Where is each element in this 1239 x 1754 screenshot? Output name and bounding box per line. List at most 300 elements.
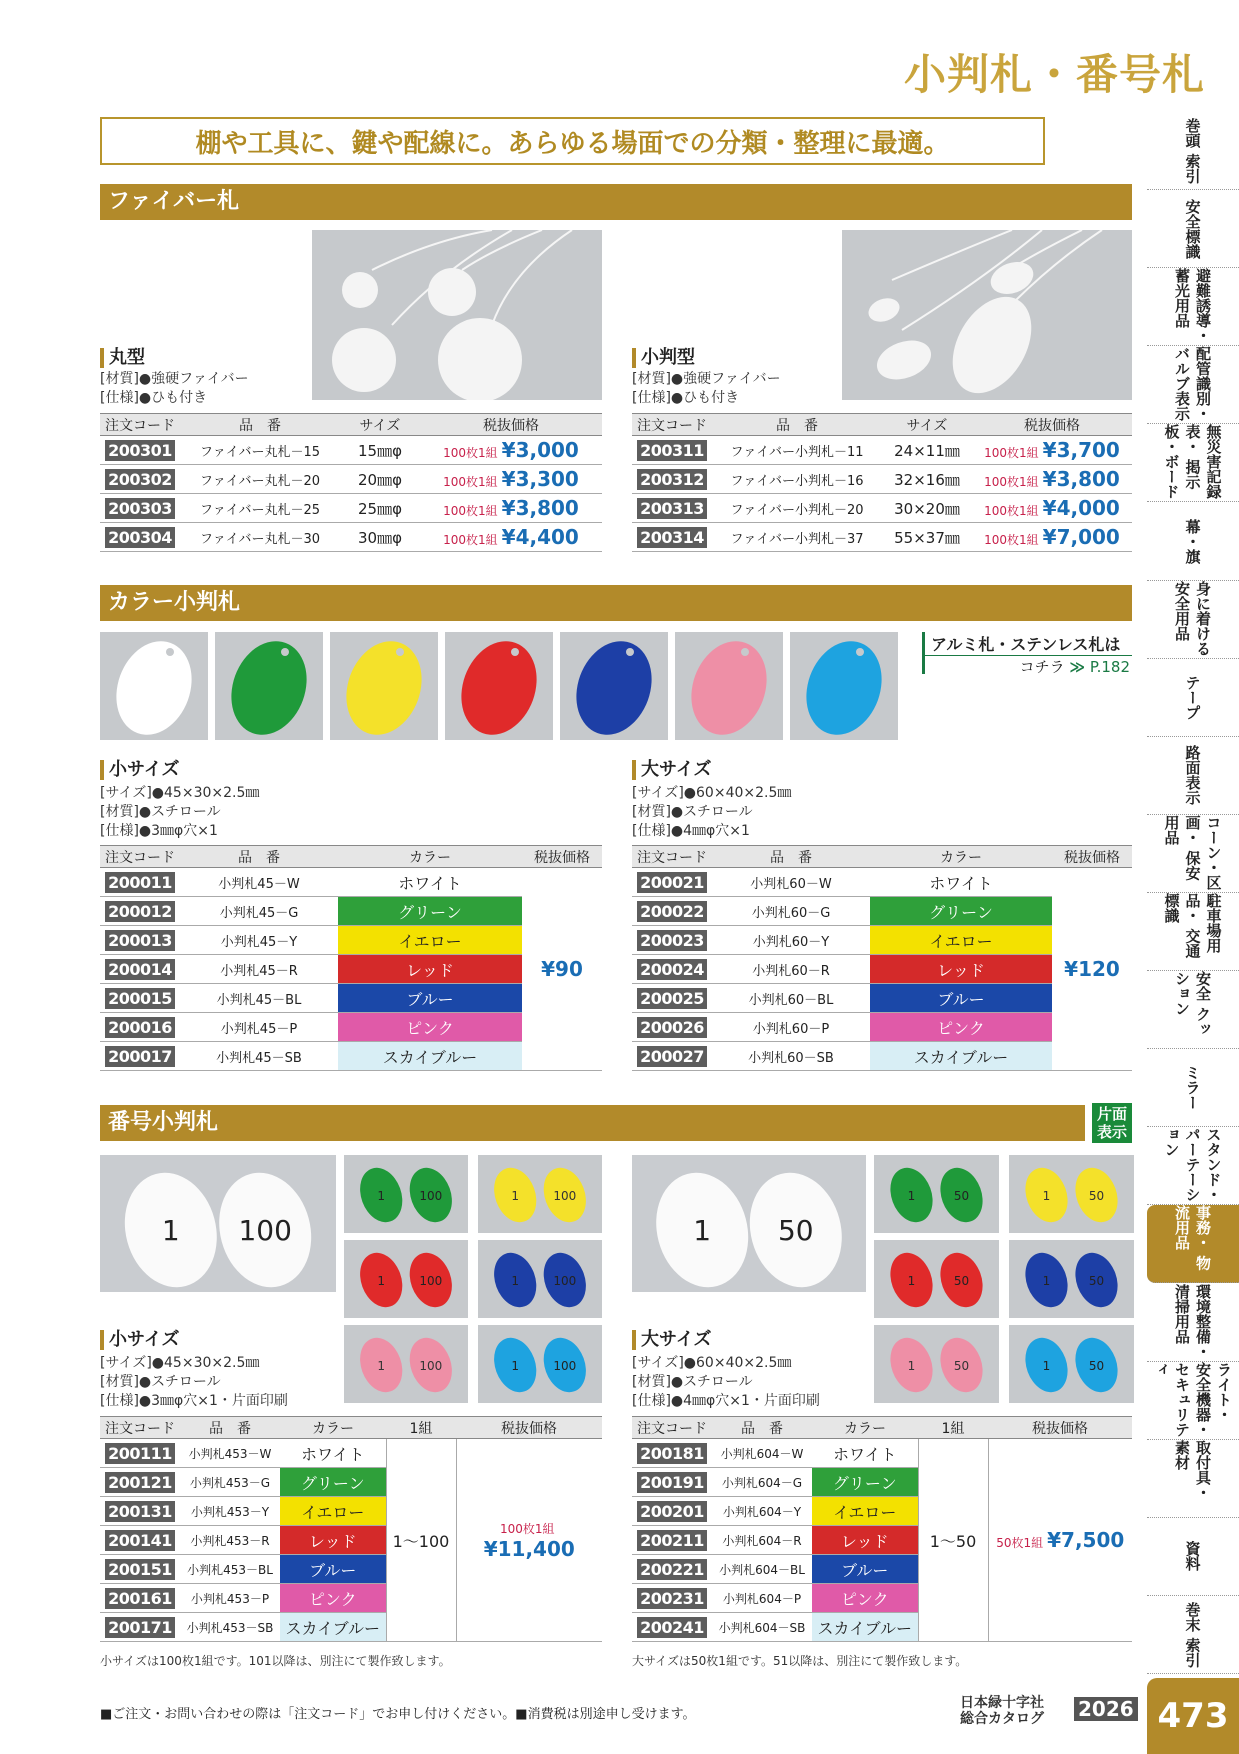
sidebar-item[interactable]: 事務・ 物流用品 (1147, 1205, 1239, 1283)
col-header: 注文コード (100, 1417, 180, 1439)
table-row (100, 1439, 602, 1468)
color-tags-photos (100, 632, 900, 740)
table-row (100, 523, 602, 552)
unit-label: 100枚1組 (984, 533, 1039, 547)
col-header: 品 番 (712, 414, 882, 436)
number-range: 1～50 (918, 1439, 988, 1642)
color-swatch: レッド (812, 1526, 918, 1555)
color-swatch: ブルー (338, 984, 522, 1013)
color-number-tags-photo (1009, 1155, 1134, 1233)
order-code-label: 200015 (105, 988, 175, 1009)
spec-option: [仕様]●3㎜φ穴×1 (100, 823, 218, 839)
order-code-label: 200022 (637, 901, 707, 922)
svg-text:1: 1 (1042, 1274, 1051, 1288)
product-name: 小判札45－W (180, 868, 338, 897)
color-swatch: ブルー (280, 1555, 386, 1584)
number-tag-pair (874, 1325, 999, 1403)
link-box-title: アルミ札・ステンレス札は (925, 632, 1132, 656)
number-tag-pair (478, 1325, 602, 1403)
svg-text:50: 50 (1088, 1189, 1105, 1203)
order-code (100, 897, 180, 926)
product-price (456, 1439, 602, 1642)
sidebar-item[interactable]: ライト・ 安全機器・ セキュリティ (1147, 1362, 1239, 1440)
sidebar-item[interactable]: 路面表示 (1147, 737, 1239, 815)
product-size: 25㎜φ (340, 494, 420, 523)
catalog-name: 総合カタログ (960, 1711, 1044, 1727)
color-swatch: ホワイト (338, 868, 522, 897)
sidebar-item[interactable]: 巻末 索引 (1147, 1596, 1239, 1674)
order-code-label: 200021 (637, 872, 707, 893)
spec-size: [サイズ]●60×40×2.5㎜ (632, 785, 792, 801)
product-name: ファイバー丸札－25 (180, 494, 340, 523)
product-name: 小判札60－W (712, 868, 870, 897)
order-code-label: 200161 (105, 1588, 175, 1609)
sidebar-item[interactable]: 幕・旗 (1147, 503, 1239, 581)
order-code (100, 984, 180, 1013)
color-number-tags-photo (478, 1325, 602, 1403)
order-code (632, 1497, 712, 1526)
price-value: ¥11,400 (483, 1536, 575, 1561)
order-code-label: 200131 (105, 1501, 175, 1522)
color-number-tags-photo (874, 1155, 999, 1233)
sidebar-item[interactable]: 取付具・ 素材 (1147, 1440, 1239, 1518)
number-tag-pair (874, 1240, 999, 1318)
table-row (100, 465, 602, 494)
order-code-label: 200011 (105, 872, 175, 893)
order-code (100, 868, 180, 897)
spec-material: [材質]●スチロール (100, 804, 221, 820)
col-header: 税抜価格 (972, 414, 1132, 436)
sidebar-item[interactable]: 資料 (1147, 1518, 1239, 1596)
col-header: カラー (870, 846, 1052, 868)
color-tag-photo (675, 632, 783, 740)
number-tag-pair (632, 1155, 866, 1292)
product-name: 小判札60－R (712, 955, 870, 984)
product-price (420, 523, 602, 552)
spec-material: [材質]●スチロール (100, 1374, 221, 1390)
col-header: 注文コード (100, 846, 180, 868)
col-header: 注文コード (632, 846, 712, 868)
color-number-tags-photo (344, 1240, 468, 1318)
product-name: 小判札604－R (712, 1526, 812, 1555)
page-number: 473 (1147, 1678, 1239, 1754)
product-name: 小判札604－SB (712, 1613, 812, 1642)
table-row (100, 436, 602, 465)
order-code (100, 436, 180, 465)
product-name: 小判札453－W (180, 1439, 280, 1468)
order-code-label: 200027 (637, 1046, 707, 1067)
order-code (632, 494, 712, 523)
color-tag (100, 632, 208, 740)
col-header: 品 番 (180, 1417, 280, 1439)
unit-label: 100枚1組 (499, 1521, 555, 1536)
color-large-subtitle: 大サイズ (632, 760, 712, 780)
product-name: ファイバー小判札－16 (712, 465, 882, 494)
color-tag-photo (445, 632, 553, 740)
product-name: ファイバー小判札－37 (712, 523, 882, 552)
color-swatch: ホワイト (280, 1439, 386, 1468)
number-range: 1～100 (386, 1439, 456, 1642)
color-swatch: ピンク (870, 1013, 1052, 1042)
col-header: 税抜価格 (420, 414, 602, 436)
color-tag-photo (100, 632, 208, 740)
product-name: 小判札453－P (180, 1584, 280, 1613)
svg-text:1: 1 (693, 1214, 712, 1247)
product-price (988, 1439, 1132, 1642)
product-name: 小判札453－G (180, 1468, 280, 1497)
order-code-label: 200303 (105, 498, 175, 519)
order-code-label: 200111 (105, 1443, 175, 1464)
number-small-note: 小サイズは100枚1組です。101以降は、別注にて製作致します。 (100, 1654, 451, 1668)
fiber-oval-photo (842, 230, 1132, 400)
fiber-round-subtitle: 丸型 (100, 348, 145, 368)
color-swatch: グリーン (338, 897, 522, 926)
color-number-tags-photo (1009, 1240, 1134, 1318)
fiber-oval-subtitle: 小判型 (632, 348, 695, 368)
price-value: ¥3,700 (1042, 438, 1120, 462)
color-swatch: ホワイト (812, 1439, 918, 1468)
spec-material: [材質]●スチロール (632, 804, 753, 820)
color-number-tags-photo (478, 1240, 602, 1318)
section-bar-number (100, 1105, 1085, 1141)
product-name: 小判札604－P (712, 1584, 812, 1613)
color-small-table (100, 845, 602, 1071)
order-code-label: 200024 (637, 959, 707, 980)
svg-text:1: 1 (1042, 1359, 1051, 1373)
product-price (972, 465, 1132, 494)
product-name: 小判札60－Y (712, 926, 870, 955)
order-code (632, 436, 712, 465)
price-value: ¥4,400 (501, 525, 579, 549)
sidebar-item[interactable]: テープ (1147, 659, 1239, 737)
order-code-label: 200012 (105, 901, 175, 922)
sidebar-item[interactable]: 無災害記録表・ 掲示板・ボード (1147, 424, 1239, 502)
order-code-label: 200301 (105, 440, 175, 461)
catalog-year: 2026 (1074, 1697, 1138, 1721)
color-large-specs (632, 784, 791, 841)
order-code-label: 200314 (637, 527, 707, 548)
table-row (632, 494, 1132, 523)
order-code-label: 200151 (105, 1559, 175, 1580)
col-header: 品 番 (712, 1417, 812, 1439)
number-tag-pair (478, 1240, 602, 1318)
unit-label: 100枚1組 (984, 504, 1039, 518)
sidebar-item[interactable]: 配管識別・ バルブ表示 (1147, 346, 1239, 424)
sidebar-item[interactable]: コーン・区画・ 保安用品 (1147, 815, 1239, 893)
product-name: 小判札45－P (180, 1013, 338, 1042)
svg-text:100: 100 (419, 1359, 443, 1373)
product-name: 小判札45－SB (180, 1042, 338, 1071)
number-tag-pair (344, 1240, 468, 1318)
color-swatch: スカイブルー (338, 1042, 522, 1071)
price-value: ¥3,000 (501, 438, 579, 462)
col-header: 品 番 (712, 846, 870, 868)
price-value: ¥7,000 (1042, 525, 1120, 549)
order-code (100, 523, 180, 552)
svg-text:100: 100 (419, 1189, 443, 1203)
table-row (632, 465, 1132, 494)
color-number-tags-photo (478, 1155, 602, 1233)
color-swatch: イエロー (338, 926, 522, 955)
product-price (972, 523, 1132, 552)
order-code-label: 200313 (637, 498, 707, 519)
product-name: ファイバー丸札－15 (180, 436, 340, 465)
order-code (100, 494, 180, 523)
color-swatch: グリーン (812, 1468, 918, 1497)
svg-text:1: 1 (161, 1214, 180, 1247)
price-value: ¥7,500 (1047, 1528, 1125, 1552)
order-code-label: 200121 (105, 1472, 175, 1493)
product-name: 小判札453－SB (180, 1613, 280, 1642)
oval-tags-image (842, 230, 1132, 400)
order-code (632, 984, 712, 1013)
color-swatch: イエロー (870, 926, 1052, 955)
col-header: 品 番 (180, 846, 338, 868)
spec-option: [仕様]●ひも付き (100, 390, 208, 406)
col-header: サイズ (882, 414, 972, 436)
color-swatch: ブルー (870, 984, 1052, 1013)
footer-company (960, 1695, 1044, 1727)
product-name: 小判札45－Y (180, 926, 338, 955)
order-code (632, 1555, 712, 1584)
spec-option: [仕様]●ひも付き (632, 390, 740, 406)
order-code (100, 926, 180, 955)
one-side-badge: 片面表示 (1092, 1103, 1132, 1143)
number-tag-pair (1009, 1240, 1134, 1318)
order-code-label: 200191 (637, 1472, 707, 1493)
product-name: ファイバー丸札－30 (180, 523, 340, 552)
order-code (100, 1584, 180, 1613)
round-tags-image (312, 230, 602, 400)
color-swatch: イエロー (280, 1497, 386, 1526)
table-row (632, 868, 1132, 897)
order-code (632, 897, 712, 926)
fiber-round-table (100, 413, 602, 552)
col-header: 税抜価格 (1052, 846, 1132, 868)
order-code-label: 200211 (637, 1530, 707, 1551)
color-swatch: ホワイト (870, 868, 1052, 897)
col-header: 注文コード (100, 414, 180, 436)
sidebar-item[interactable]: スタンド・ パーテーション (1147, 1127, 1239, 1205)
arrow-icon: ≫ (1069, 658, 1086, 676)
product-size: 55×37㎜ (882, 523, 972, 552)
product-size: 32×16㎜ (882, 465, 972, 494)
svg-text:1: 1 (907, 1274, 916, 1288)
order-code-label: 200304 (105, 527, 175, 548)
svg-text:1: 1 (377, 1359, 386, 1373)
col-header: 1組 (386, 1417, 456, 1439)
svg-text:50: 50 (953, 1274, 970, 1288)
sidebar-item[interactable]: ミラー (1147, 1049, 1239, 1127)
sidebar-item[interactable]: 避難誘導・ 蓄光用品 (1147, 268, 1239, 346)
number-large-subtitle: 大サイズ (632, 1330, 712, 1350)
number-tag-pair (874, 1155, 999, 1233)
svg-text:50: 50 (1088, 1359, 1105, 1373)
product-name: 小判札45－BL (180, 984, 338, 1013)
fiber-round-photo (312, 230, 602, 400)
order-code (100, 1613, 180, 1642)
color-tag-photo (330, 632, 438, 740)
tagline: 棚や工具に、鍵や配線に。あらゆる場面での分類・整理に最適。 (100, 117, 1045, 165)
color-tag (330, 632, 438, 740)
link-page-ref[interactable]: P.182 (1089, 658, 1130, 676)
color-swatch: ブルー (812, 1555, 918, 1584)
order-code (100, 955, 180, 984)
price-value: ¥4,000 (1042, 496, 1120, 520)
color-swatch: ピンク (338, 1013, 522, 1042)
order-code-label: 200231 (637, 1588, 707, 1609)
price-value: ¥3,300 (501, 467, 579, 491)
order-code (632, 955, 712, 984)
order-code (632, 1468, 712, 1497)
order-code (632, 868, 712, 897)
spec-option: [仕様]●3㎜φ穴×1・片面印刷 (100, 1393, 288, 1409)
order-code (100, 465, 180, 494)
svg-text:1: 1 (1042, 1189, 1051, 1203)
number-tag-pair (344, 1155, 468, 1233)
product-name: 小判札60－G (712, 897, 870, 926)
color-swatch: スカイブルー (870, 1042, 1052, 1071)
color-swatch: レッド (870, 955, 1052, 984)
section-title: カラー小判札 (108, 590, 241, 615)
color-tag (560, 632, 668, 740)
product-price (972, 494, 1132, 523)
order-code-label: 200013 (105, 930, 175, 951)
color-swatch: スカイブルー (280, 1613, 386, 1642)
sidebar-item[interactable]: 安全 クッション (1147, 971, 1239, 1049)
product-price (420, 465, 602, 494)
order-code (632, 1526, 712, 1555)
spec-material: [材質]●スチロール (632, 1374, 753, 1390)
section-bar-fiber (100, 184, 1132, 220)
company-name: 日本緑十字社 (960, 1695, 1044, 1711)
section-title: ファイバー札 (108, 189, 240, 214)
order-code-label: 200025 (637, 988, 707, 1009)
order-code-label: 200221 (637, 1559, 707, 1580)
col-header: 品 番 (180, 414, 340, 436)
order-code (632, 1613, 712, 1642)
unit-label: 100枚1組 (984, 446, 1039, 460)
color-swatch: ピンク (812, 1584, 918, 1613)
sidebar-item[interactable]: 環境整備・ 清掃用品 (1147, 1284, 1239, 1362)
table-row (632, 436, 1132, 465)
svg-text:1: 1 (511, 1274, 520, 1288)
color-number-tags-photo (874, 1325, 999, 1403)
col-header: 注文コード (632, 414, 712, 436)
order-code-label: 200302 (105, 469, 175, 490)
svg-text:1: 1 (907, 1359, 916, 1373)
number-tag-pair (478, 1155, 602, 1233)
color-swatch: ピンク (280, 1584, 386, 1613)
svg-text:100: 100 (238, 1214, 292, 1247)
product-name: 小判札45－R (180, 955, 338, 984)
svg-text:1: 1 (377, 1274, 386, 1288)
spec-option: [仕様]●4㎜φ穴×1・片面印刷 (632, 1393, 820, 1409)
color-swatch: レッド (338, 955, 522, 984)
page-title: 小判札・番号札 (903, 50, 1205, 99)
spec-size: [サイズ]●60×40×2.5㎜ (632, 1355, 792, 1371)
order-code-label: 200312 (637, 469, 707, 490)
color-number-tags-photo (1009, 1325, 1134, 1403)
color-small-specs (100, 784, 259, 841)
spec-option: [仕様]●4㎜φ穴×1 (632, 823, 750, 839)
product-name: 小判札60－BL (712, 984, 870, 1013)
product-size: 30㎜φ (340, 523, 420, 552)
product-name: 小判札604－Y (712, 1497, 812, 1526)
fiber-oval-table (632, 413, 1132, 552)
order-code (632, 1439, 712, 1468)
table-row (100, 494, 602, 523)
number-large-specs (632, 1354, 820, 1411)
order-code (100, 1042, 180, 1071)
svg-text:100: 100 (419, 1274, 443, 1288)
order-code-label: 200141 (105, 1530, 175, 1551)
spec-material: [材質]●強硬ファイバー (100, 371, 249, 387)
col-header: 税抜価格 (988, 1417, 1132, 1439)
table-row (632, 1439, 1132, 1468)
order-code (632, 1584, 712, 1613)
sidebar-item[interactable]: 巻頭 索引 (1147, 112, 1239, 190)
product-price: ¥90 (522, 868, 602, 1071)
color-tag (790, 632, 898, 740)
number-large-table (632, 1416, 1132, 1642)
col-header: 注文コード (632, 1417, 712, 1439)
unit-label: 50枚1組 (996, 1536, 1044, 1550)
order-code (100, 1439, 180, 1468)
spec-size: [サイズ]●45×30×2.5㎜ (100, 785, 260, 801)
link-box-sub: コチラ (1019, 658, 1065, 676)
product-name: 小判札453－BL (180, 1555, 280, 1584)
svg-text:50: 50 (1088, 1274, 1105, 1288)
color-swatch: スカイブルー (812, 1613, 918, 1642)
svg-text:100: 100 (553, 1189, 577, 1203)
product-name: 小判札604－W (712, 1439, 812, 1468)
table-row (632, 523, 1132, 552)
unit-label: 100枚1組 (443, 533, 498, 547)
spec-size: [サイズ]●45×30×2.5㎜ (100, 1355, 260, 1371)
sidebar-item[interactable]: 身に着ける 安全用品 (1147, 581, 1239, 659)
svg-text:50: 50 (777, 1214, 814, 1247)
color-tag (215, 632, 323, 740)
color-tag-photo (790, 632, 898, 740)
color-tag (675, 632, 783, 740)
col-header: カラー (338, 846, 522, 868)
spec-material: [材質]●強硬ファイバー (632, 371, 781, 387)
sidebar-item[interactable]: 安全標識 (1147, 190, 1239, 268)
number-tag-pair (1009, 1155, 1134, 1233)
order-code (632, 1042, 712, 1071)
product-name: 小判札604－BL (712, 1555, 812, 1584)
col-header: 税抜価格 (522, 846, 602, 868)
white-number-tags-photo (100, 1155, 336, 1292)
number-small-specs (100, 1354, 288, 1411)
svg-text:100: 100 (553, 1274, 577, 1288)
sidebar-index (1147, 112, 1239, 1674)
color-swatch: レッド (280, 1526, 386, 1555)
color-large-table (632, 845, 1132, 1071)
sidebar-item[interactable]: 駐車場用品・ 交通標識 (1147, 893, 1239, 971)
price-value: ¥3,800 (501, 496, 579, 520)
order-code-label: 200017 (105, 1046, 175, 1067)
link-box[interactable] (922, 632, 1132, 674)
color-number-tags-photo (344, 1325, 468, 1403)
order-code (100, 1497, 180, 1526)
price-value: ¥3,800 (1042, 467, 1120, 491)
color-tag (445, 632, 553, 740)
product-size: 15㎜φ (340, 436, 420, 465)
svg-text:50: 50 (953, 1359, 970, 1373)
footer-note: ■ご注文・お問い合わせの際は「注文コード」でお申し付けください。■消費税は別途申し受けます。 (100, 1707, 696, 1722)
